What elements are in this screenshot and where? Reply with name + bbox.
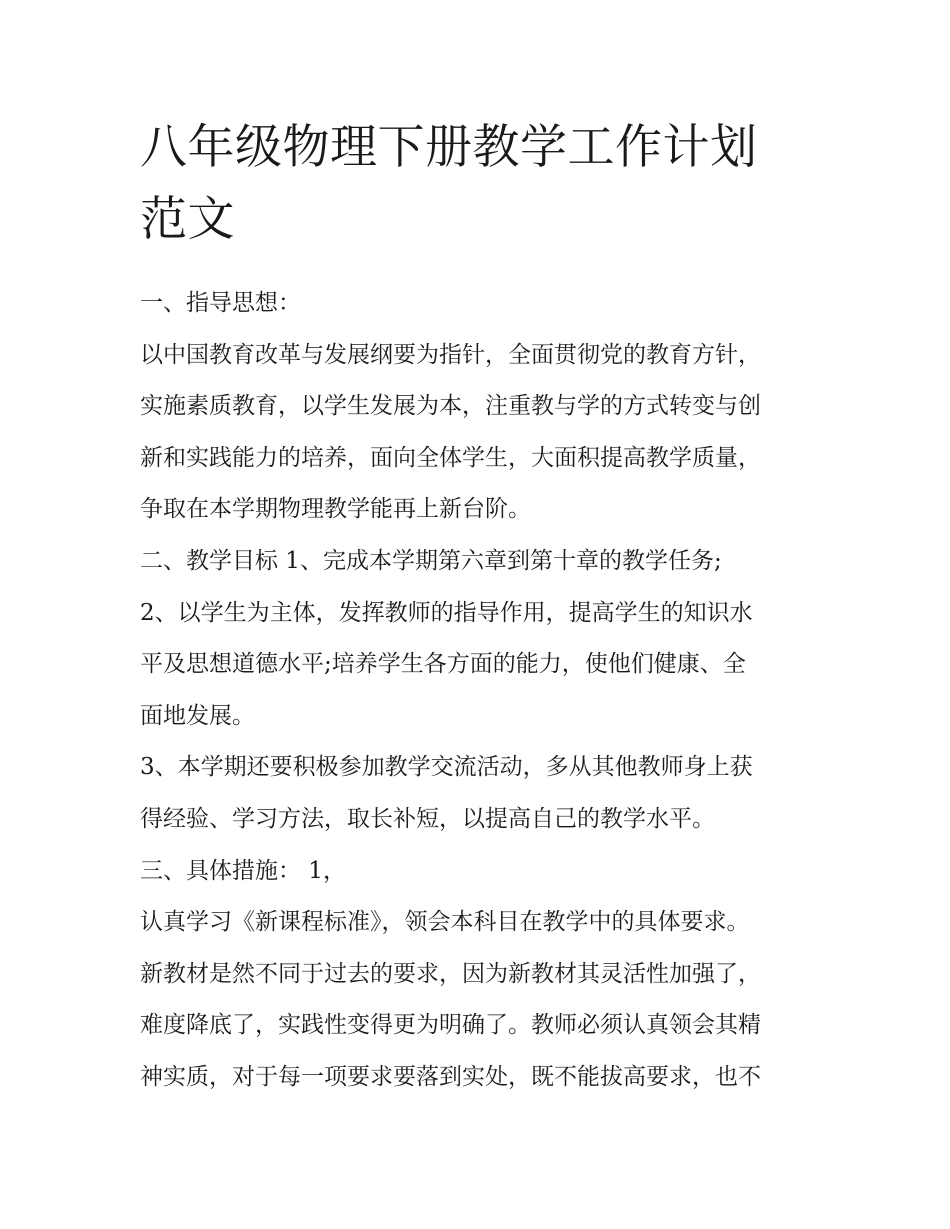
- title-line-1: 八年级物理下册教学工作计划: [140, 120, 758, 175]
- text-line: 3、本学期还要积极参加教学交流活动，多从其他教师身上获: [140, 754, 753, 781]
- text-line: 得经验、学习方法，取长补短，以提高自己的教学水平。: [140, 805, 715, 832]
- text-line: 新教材是然不同于过去的要求，因为新教材其灵活性加强了，: [140, 960, 761, 987]
- document-body: [140, 112, 830, 1104]
- text-line: 面地发展。: [140, 702, 255, 729]
- text-line: 2、以学生为主体，发挥教师的指导作用，提高学生的知识水: [140, 599, 753, 626]
- text-line: 争取在本学期物理教学能再上新台阶。: [140, 496, 531, 523]
- section-heading-guiding-ideology: 一、指导思想：: [140, 290, 301, 316]
- text-line: 实施素质教育，以学生发展为本，注重教与学的方式转变与创: [140, 393, 761, 420]
- text-line: 难度降底了，实践性变得更为明确了。教师必须认真领会其精: [140, 1012, 761, 1039]
- section-heading-measures: 三、具体措施： 1，: [140, 857, 346, 884]
- document-title: [140, 112, 830, 256]
- text-line: 新和实践能力的培养，面向全体学生，大面积提高教学质量，: [140, 444, 761, 471]
- section-heading-teaching-goals: 二、教学目标 1、完成本学期第六章到第十章的教学任务;: [140, 547, 722, 574]
- text-line: 平及思想道德水平;培养学生各方面的能力，使他们健康、全: [140, 651, 746, 678]
- text-line: 认真学习《新课程标准》，领会本科目在教学中的具体要求。: [140, 909, 750, 936]
- text-line: 神实质，对于每一项要求要落到实处，既不能拔高要求，也不: [140, 1063, 761, 1090]
- text-line: 以中国教育改革与发展纲要为指针，全面贯彻党的教育方针，: [140, 341, 761, 368]
- title-line-2: 范文: [140, 192, 235, 247]
